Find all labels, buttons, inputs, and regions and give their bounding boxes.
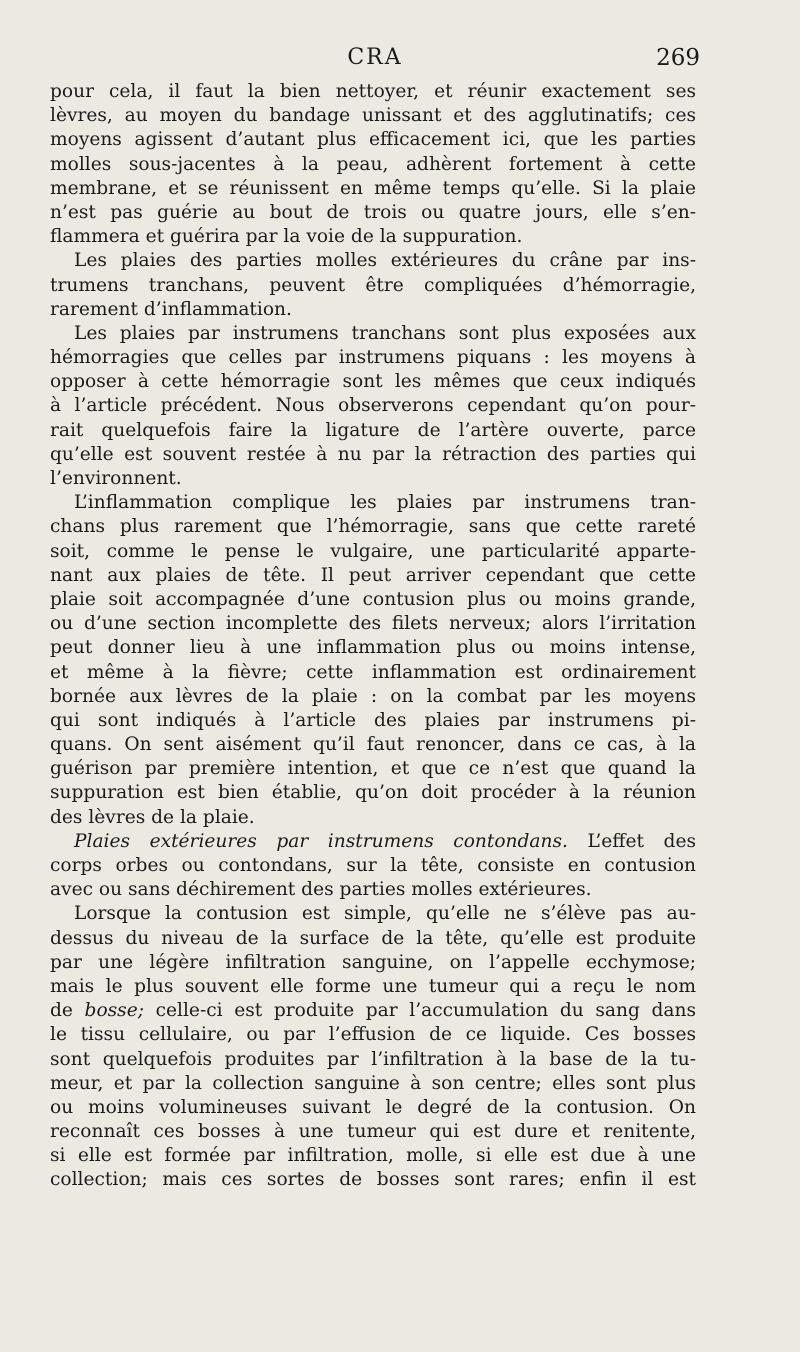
text-line: soit, comme le pense le vulgaire, une particularité apparte- [50,540,696,562]
text-line: l’environnent. [50,468,182,489]
text-line: à l’article précédent. Nous observerons cependant qu’on pour- [50,395,696,417]
text-line: flammera et guérira par la voie de la suppuration. [50,226,523,248]
text-line: ou d’une section incomplette des filets nerveux; alors l’irritation [50,613,696,635]
text-line: mais le plus souvent elle forme une tumeur qui a reçu le nom [50,975,696,997]
text-line: lèvres, au moyen du bandage unissant et des agglutinatifs; ces [50,105,696,127]
text-line: dessus du niveau de la surface de la tête, qu’elle est produite [50,927,696,949]
text-line: trumens tranchans, peuvent être compliquées d’hémorragie, [50,274,696,296]
text-line: le tissu cellulaire, ou par l’effusion de ce liquide. Ces bosses [50,1024,696,1046]
text-line: membrane, et se réunissent en même temps qu’elle. Si la plaie [50,177,696,199]
emphasis-term: bosse; [84,1000,144,1022]
text-line: qu’elle est souvent restée à nu par la rétraction des parties qui [50,443,696,465]
text-fragment: L’effet des [567,830,697,852]
text-line: rait quelquefois faire la ligature de l’artère ouverte, parce [50,419,696,441]
text-line: quans. On sent aisément qu’il faut renoncer, dans ce cas, à la [50,734,696,756]
text-line: nant aux plaies de tête. Il peut arriver cependant que cette [50,564,696,586]
text-line: suppuration est bien établie, qu’on doit procéder à la réunion [50,782,696,804]
text-line: collection; mais ces sortes de bosses sont rares; enfin il est [50,1169,696,1191]
text-line: L’inflammation complique les plaies par instrumens tran- [74,492,696,514]
text-line: corps orbes ou contondans, sur la tête, consiste en contusion [50,855,696,876]
text-line: Les plaies par instrumens tranchans sont plus exposées aux [74,322,696,344]
text-line: reconnaît ces bosses à une tumeur qui est dure et renitente, [50,1121,696,1143]
text-line: et même à la fièvre; cette inflammation est ordinairement [50,661,696,683]
text-line: molles sous-jacentes à la peau, adhèrent fortement à cette [50,153,696,175]
text-fragment: celle-ci est produite par l’accumulation du sang dans [144,1000,697,1022]
text-line: hémorragies que celles par instrumens piquans : les moyens à [50,347,696,369]
text-line: guérison par première intention, et que ce n’est que quand la [50,758,696,780]
page-header [50,45,700,81]
text-line: par une légère infiltration sanguine, on l’appelle ecchymose; [50,951,696,973]
text-line: pour cela, il faut la bien nettoyer, et réunir exactement ses [50,81,696,102]
text-line: des lèvres de la plaie. [50,806,255,828]
text-line: opposer à cette hémorragie sont les mêmes que ceux indiqués [50,371,696,393]
text-line: rarement d’inflammation. [50,298,292,320]
text-line: bornée aux lèvres de la plaie : on la combat par les moyens [50,685,696,707]
body-text [50,80,696,1193]
text-line: sont quelquefois produites par l’infiltration à la base de la tu- [50,1048,696,1070]
text-line: Lorsque la contusion est simple, qu’elle ne s’élève pas au- [74,903,696,925]
section-heading: Plaies extérieures par instrumens contondans. [74,830,568,852]
text-line: chans plus rarement que l’hémorragie, sans que cette rareté [50,516,696,538]
text-line: n’est pas guérie au bout de trois ou quatre jours, elle s’en- [50,201,696,223]
text-line: ou moins volumineuses suivant le degré de la contusion. On [50,1096,696,1118]
text-line [50,830,696,854]
text-line: Les plaies des parties molles extérieures du crâne par ins- [74,250,696,272]
text-line [50,999,696,1023]
text-line: plaie soit accompagnée d’une contusion plus ou moins grande, [50,588,696,610]
text-fragment: de [50,1000,85,1022]
text-line: meur, et par la collection sanguine à son centre; elles sont plus [50,1072,696,1094]
text-line: peut donner lieu à une inflammation plus ou moins intense, [50,637,696,659]
running-head: CRA [347,45,403,70]
text-line: avec ou sans déchirement des parties molles extérieures. [50,879,592,901]
text-line: si elle est formée par infiltration, molle, si elle est due à une [50,1145,696,1167]
page-number: 269 [656,45,700,71]
text-line: moyens agissent d’autant plus efficacement ici, que les parties [50,129,696,151]
text-line: qui sont indiqués à l’article des plaies par instrumens pi- [50,709,696,731]
